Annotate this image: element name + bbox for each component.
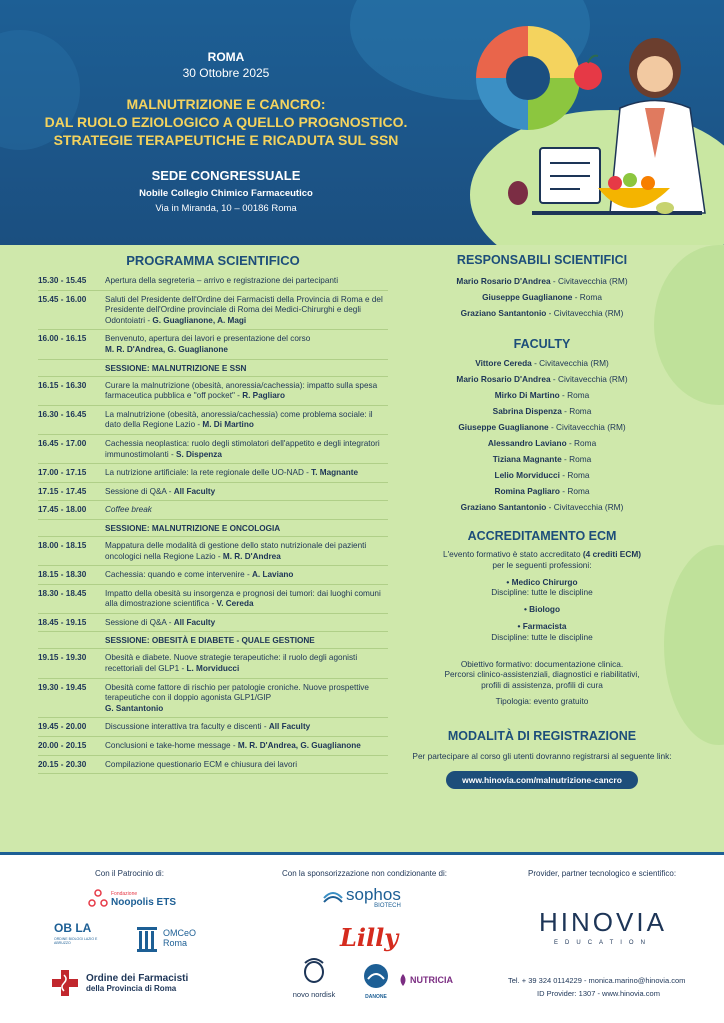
- noopolis-logo: Fondazione Noopolis ETS: [88, 889, 176, 909]
- faculty-list: [402, 355, 682, 515]
- programme-topic: La malnutrizione (obesità, anoressia/cachessia) come problema sociale: il dato della Regione Lazio -: [105, 409, 373, 430]
- divider: [38, 329, 388, 330]
- venue-address: Via in Miranda, 10 – 00186 Roma: [155, 203, 297, 214]
- session-heading: SESSIONE: MALNUTRIZIONE E SSN: [105, 363, 247, 373]
- person-name: Mario Rosario D'Andrea: [456, 374, 551, 384]
- column-icon: [135, 923, 159, 953]
- programme-time: 16.15 - 16.30: [38, 380, 87, 390]
- ecm-title: ACCREDITAMENTO ECM: [467, 529, 617, 543]
- programme-row: [38, 295, 388, 327]
- person-line: [402, 499, 682, 515]
- obla-logo: OB LA ORDINE BIOLOGI LAZIO E ABRUZZO: [54, 921, 98, 945]
- programme-desc: [105, 760, 388, 771]
- divider: [38, 405, 388, 406]
- programme-speakers: M. R. D'Andrea: [222, 551, 281, 561]
- programme-row: [38, 276, 388, 287]
- divider: [38, 536, 388, 537]
- programme-speakers: S. Dispenza: [175, 449, 222, 459]
- programme-topic: Discussione interattiva tra faculty e discenti -: [105, 722, 269, 732]
- programme-row: [38, 381, 388, 402]
- event-city: ROMA: [207, 50, 245, 64]
- info-column: [402, 253, 682, 789]
- divider: [38, 613, 388, 614]
- apis-bull-icon: [301, 955, 327, 985]
- person-name: Sabrina Dispenza: [492, 406, 562, 416]
- programme-row: [38, 439, 388, 460]
- person-line: [402, 273, 682, 289]
- programme-topic: Curare la malnutrizione (obesità, anoressia/cachessia): impatto sulla spesa farmaceutica pubblica e "off pocket" -: [105, 380, 378, 401]
- registration-link[interactable]: www.hinovia.com/malnutrizione-cancro: [446, 771, 638, 789]
- novo-nordisk-logo: novo nordisk: [282, 955, 346, 999]
- programme-speakers: G. Guaglianone, A. Magi: [152, 315, 247, 325]
- nutritionist-illustration: [470, 8, 724, 245]
- person-place: - Civitavecchia (RM): [546, 308, 624, 318]
- profession-detail: Discipline: tutte le discipline: [491, 631, 593, 642]
- programme-row: [38, 410, 388, 431]
- responsabili-title: RESPONSABILI SCIENTIFICI: [456, 253, 628, 267]
- person-place: - Roma: [559, 390, 590, 400]
- programme-topic: Conclusioni e take-home message -: [105, 741, 238, 751]
- programme-speakers: M. R. D'Andrea, G. Guaglianone: [237, 741, 361, 751]
- programme-speakers: L. Morviducci: [186, 664, 240, 674]
- provider-contact: Tel. + 39 324 0114229 - monica.marino@hinovia.com: [508, 976, 686, 985]
- programme-topic: Impatto della obesità su insorgenza e prognosi dei tumori: dai luoghi comuni alla dimostrazione scientifica -: [105, 588, 381, 609]
- profession-detail: Discipline: tutte le discipline: [491, 587, 593, 598]
- programme-row: [38, 760, 388, 771]
- person-line: [402, 435, 682, 451]
- registration-text: Per partecipare al corso gli utenti dovranno registrarsi al seguente link:: [412, 750, 672, 761]
- person-name: Graziano Santantonio: [460, 502, 547, 512]
- programme-time: 16.30 - 16.45: [38, 409, 87, 419]
- programme-speakers: All Faculty: [173, 617, 216, 627]
- programme-row: [38, 487, 388, 498]
- programme-row: [38, 722, 388, 733]
- programme-time: 17.00 - 17.15: [38, 468, 87, 478]
- danone-logo: DANONE: [358, 963, 394, 1000]
- programme-time: 16.45 - 17.00: [38, 438, 87, 448]
- programme-desc: [105, 295, 388, 327]
- bullet-icon: •: [517, 620, 523, 631]
- programme-speakers: M. R. D'Andrea, G. Guaglianone: [105, 344, 228, 354]
- divider: [38, 463, 388, 464]
- divider: [38, 648, 388, 649]
- person-place: - Civitavecchia (RM): [548, 422, 626, 432]
- person-place: - Civitavecchia (RM): [531, 358, 609, 368]
- responsabili-list: [402, 273, 682, 321]
- programme-desc: [105, 541, 388, 562]
- programme-desc: [105, 722, 388, 733]
- patrocinio-label: Con il Patrocinio di:: [95, 869, 164, 878]
- person-place: - Civitavecchia (RM): [546, 502, 624, 512]
- omceo-logo: OMCeO Roma: [135, 923, 196, 953]
- ordine-farmacisti-logo: Ordine dei Farmacisti della Provincia di Roma: [50, 968, 188, 998]
- programme-topic: Coffee break: [105, 505, 152, 515]
- programme-row: [38, 741, 388, 752]
- programme-speakers: All Faculty: [268, 722, 311, 732]
- programme-topic: Saluti del Presidente dell'Ordine dei Farmacisti della Provincia di Roma e del Presidente dell'Ordine provinciale di Roma dei Medici-Chirurghi e degli Odontoiatri -: [105, 294, 383, 325]
- person-line: [402, 371, 682, 387]
- programme-time: 18.00 - 18.15: [38, 540, 87, 550]
- ecm-intro2: per le seguenti professioni:: [492, 559, 592, 570]
- programme-speakers: R. Pagliaro: [242, 391, 285, 401]
- programme-desc: [105, 439, 388, 460]
- sponsor-label: Con la sponsorizzazione non condizionante di:: [282, 869, 447, 878]
- programme-row: [38, 468, 388, 479]
- noopolis-icon: [88, 889, 108, 909]
- programme-speakers: V. Cereda: [216, 599, 254, 609]
- faculty-title: FACULTY: [513, 337, 571, 351]
- divider: [38, 631, 388, 632]
- person-place: - Roma: [572, 292, 602, 302]
- programme-desc: [105, 683, 388, 715]
- programme-topic: La nutrizione artificiale: la rete regionale delle UO-NAD -: [105, 468, 312, 478]
- programme-speakers: M. Di Martino: [202, 420, 254, 430]
- divider: [38, 736, 388, 737]
- person-place: - Civitavecchia (RM): [550, 374, 628, 384]
- food-wheel-icon: [476, 26, 580, 130]
- person-line: [402, 451, 682, 467]
- programme-time: 15.30 - 15.45: [38, 276, 87, 285]
- session-heading: SESSIONE: MALNUTRIZIONE E ONCOLOGIA: [105, 523, 281, 533]
- person-place: - Roma: [561, 454, 592, 464]
- profession-item: [402, 604, 682, 615]
- header-banner: [0, 0, 724, 245]
- divider: [38, 717, 388, 718]
- person-line: [402, 467, 682, 483]
- programme-time: 16.00 - 16.15: [38, 334, 87, 344]
- person-place: - Roma: [559, 486, 590, 496]
- profession-name: • Biologo: [523, 604, 561, 615]
- programme-list: [38, 276, 388, 774]
- programme-topic: Benvenuto, apertura dei lavori e presentazione del corso: [105, 334, 311, 344]
- person-place: - Roma: [559, 470, 590, 480]
- registration-title: MODALITÀ DI REGISTRAZIONE: [447, 728, 637, 743]
- programme-topic: Cachessia neoplastica: ruolo degli stimolatori dell'appetito e degli integratori immunostimolanti -: [105, 438, 380, 459]
- divider: [38, 519, 388, 520]
- bullet-icon: •: [523, 604, 530, 615]
- programme-row: [38, 589, 388, 610]
- programme-desc: [105, 468, 388, 479]
- bullet-icon: •: [506, 576, 512, 587]
- person-line: [402, 483, 682, 499]
- programme-time: 20.15 - 20.30: [38, 759, 87, 769]
- programme-time: 20.00 - 20.15: [38, 741, 87, 751]
- divider: [38, 565, 388, 566]
- person-place: - Civitavecchia (RM): [550, 276, 628, 286]
- programme-desc: [105, 381, 388, 402]
- leaf-icon: [398, 973, 408, 987]
- programme-row: [38, 683, 388, 715]
- programme-row: [38, 653, 388, 674]
- session-heading: SESSIONE: OBESITÀ E DIABETE - QUALE GESTIONE: [105, 636, 315, 646]
- programme-time: 19.45 - 20.00: [38, 722, 87, 732]
- nutricia-logo: NUTRICIA: [398, 973, 453, 987]
- ecm-type: Tipologia: evento gratuito: [495, 695, 589, 706]
- programme-time: 17.15 - 17.45: [38, 486, 87, 496]
- divider: [38, 584, 388, 585]
- person-name: Mirko Di Martino: [494, 390, 560, 400]
- beet-icon: [508, 181, 528, 205]
- programme-desc: [105, 653, 388, 674]
- danone-icon: [363, 963, 389, 989]
- programme-desc: [105, 741, 388, 752]
- programme-row: [38, 618, 388, 629]
- programme-time: 19.30 - 19.45: [38, 682, 87, 692]
- hinovia-logo: HINOVIA EDUCATION: [539, 907, 667, 946]
- programme-desc: [105, 487, 388, 498]
- programme-time: 17.45 - 18.00: [38, 505, 87, 515]
- profession-name: • Medico Chirurgo: [506, 576, 578, 587]
- person-name: Giuseppe Guaglianone: [482, 292, 573, 302]
- person-line: [402, 387, 682, 403]
- divider: [38, 434, 388, 435]
- programme-desc: [105, 505, 388, 516]
- programme-row: [38, 570, 388, 581]
- divider: [38, 755, 388, 756]
- ecm-objective: Obiettivo formativo: documentazione clinica. Percorsi clinico-assistenziali, diagnostici e riabilitativi, profili di assistenza, profili di cura: [444, 658, 640, 691]
- programme-topic: Cachessia: quando e come intervenire -: [105, 570, 252, 580]
- programme-topic: Apertura della segreteria – arrivo e registrazione dei partecipanti: [105, 276, 339, 285]
- programme-row: [38, 541, 388, 562]
- venue-name: Nobile Collegio Chimico Farmaceutico: [139, 188, 313, 199]
- profession-item: [402, 577, 682, 599]
- programme-desc: [105, 410, 388, 431]
- professions-list: [402, 577, 682, 643]
- programme-speakers: All Faculty: [173, 486, 216, 496]
- programme-row: [38, 505, 388, 516]
- divider: [38, 678, 388, 679]
- divider: [38, 359, 388, 360]
- programme-topic: Obesità come fattore di rischio per patologie croniche. Nuove prospettive terapeutiche con il doppio agonista GLP1/GIP: [105, 682, 369, 703]
- divider: [38, 482, 388, 483]
- person-line: [402, 419, 682, 435]
- main-content: [0, 245, 724, 852]
- event-date: 30 Ottobre 2025: [182, 66, 270, 80]
- sophos-logo: sophos BIOTECH: [322, 887, 401, 909]
- programme-topic: Obesità e diabete. Nuove strategie terapeutiche: il ruolo degli agonisti recettoriali del GLP1 -: [105, 653, 358, 674]
- person-line: [402, 403, 682, 419]
- person-line: [402, 289, 682, 305]
- person-name: Romina Pagliaro: [494, 486, 560, 496]
- profession-name: • Farmacista: [517, 620, 567, 631]
- programme-topic: Compilazione questionario ECM e chiusura dei lavori: [105, 759, 298, 769]
- person-name: Vittore Cereda: [475, 358, 532, 368]
- programme-time: 18.30 - 18.45: [38, 588, 87, 598]
- divider: [38, 500, 388, 501]
- person-line: [402, 305, 682, 321]
- programme-desc: [105, 276, 388, 287]
- programme-row: [38, 334, 388, 355]
- provider-label: Provider, partner tecnologico e scientifico:: [528, 869, 677, 878]
- person-name: Mario Rosario D'Andrea: [456, 276, 551, 286]
- person-name: Alessandro Laviano: [487, 438, 567, 448]
- programme-column: [38, 253, 388, 778]
- person-name: Lelio Morviducci: [494, 470, 560, 480]
- provider-id: ID Provider: 1307 - www.hinovia.com: [537, 989, 660, 998]
- programme-desc: [105, 589, 388, 610]
- footer: [0, 852, 724, 1023]
- sophos-icon: [322, 888, 344, 908]
- programme-time: 18.45 - 19.15: [38, 617, 87, 627]
- apple-icon: [574, 62, 602, 90]
- person-name: Tiziana Magnante: [492, 454, 562, 464]
- person-line: [402, 355, 682, 371]
- divider: [38, 376, 388, 377]
- divider: [38, 773, 388, 774]
- profession-item: [402, 621, 682, 643]
- programme-topic: Sessione di Q&A -: [105, 486, 174, 496]
- cross-icon: [50, 968, 80, 998]
- divider: [38, 290, 388, 291]
- programme-time: 15.45 - 16.00: [38, 294, 87, 304]
- programme-speakers: T. Magnante: [311, 468, 359, 478]
- programme-topic: Mappatura delle modalità di gestione dello stato nutrizionale dei pazienti oncologici nella Regione Lazio -: [105, 540, 367, 561]
- programme-desc: [105, 334, 388, 355]
- person-place: - Roma: [566, 438, 597, 448]
- lilly-logo: Lilly: [340, 923, 399, 952]
- event-title: MALNUTRIZIONE E CANCRO: DAL RUOLO EZIOLOGICO A QUELLO PROGNOSTICO. STRATEGIE TERAPEUTICHE E RICADUTA SUL SSN: [44, 96, 408, 148]
- ecm-intro: L'evento formativo è stato accreditato (4 crediti ECM): [442, 549, 642, 559]
- programme-title: PROGRAMMA SCIENTIFICO: [126, 253, 300, 268]
- programme-time: 19.15 - 19.30: [38, 653, 87, 663]
- venue-heading: SEDE CONGRESSUALE: [151, 168, 301, 183]
- programme-speakers: A. Laviano: [252, 570, 294, 580]
- programme-topic: Sessione di Q&A -: [105, 617, 174, 627]
- person-name: Giuseppe Guaglianone: [458, 422, 549, 432]
- person-name: Graziano Santantonio: [460, 308, 547, 318]
- programme-desc: [105, 570, 388, 581]
- programme-speakers: G. Santantonio: [105, 703, 164, 713]
- programme-desc: [105, 618, 388, 629]
- person-place: - Roma: [561, 406, 592, 416]
- programme-time: 18.15 - 18.30: [38, 570, 87, 580]
